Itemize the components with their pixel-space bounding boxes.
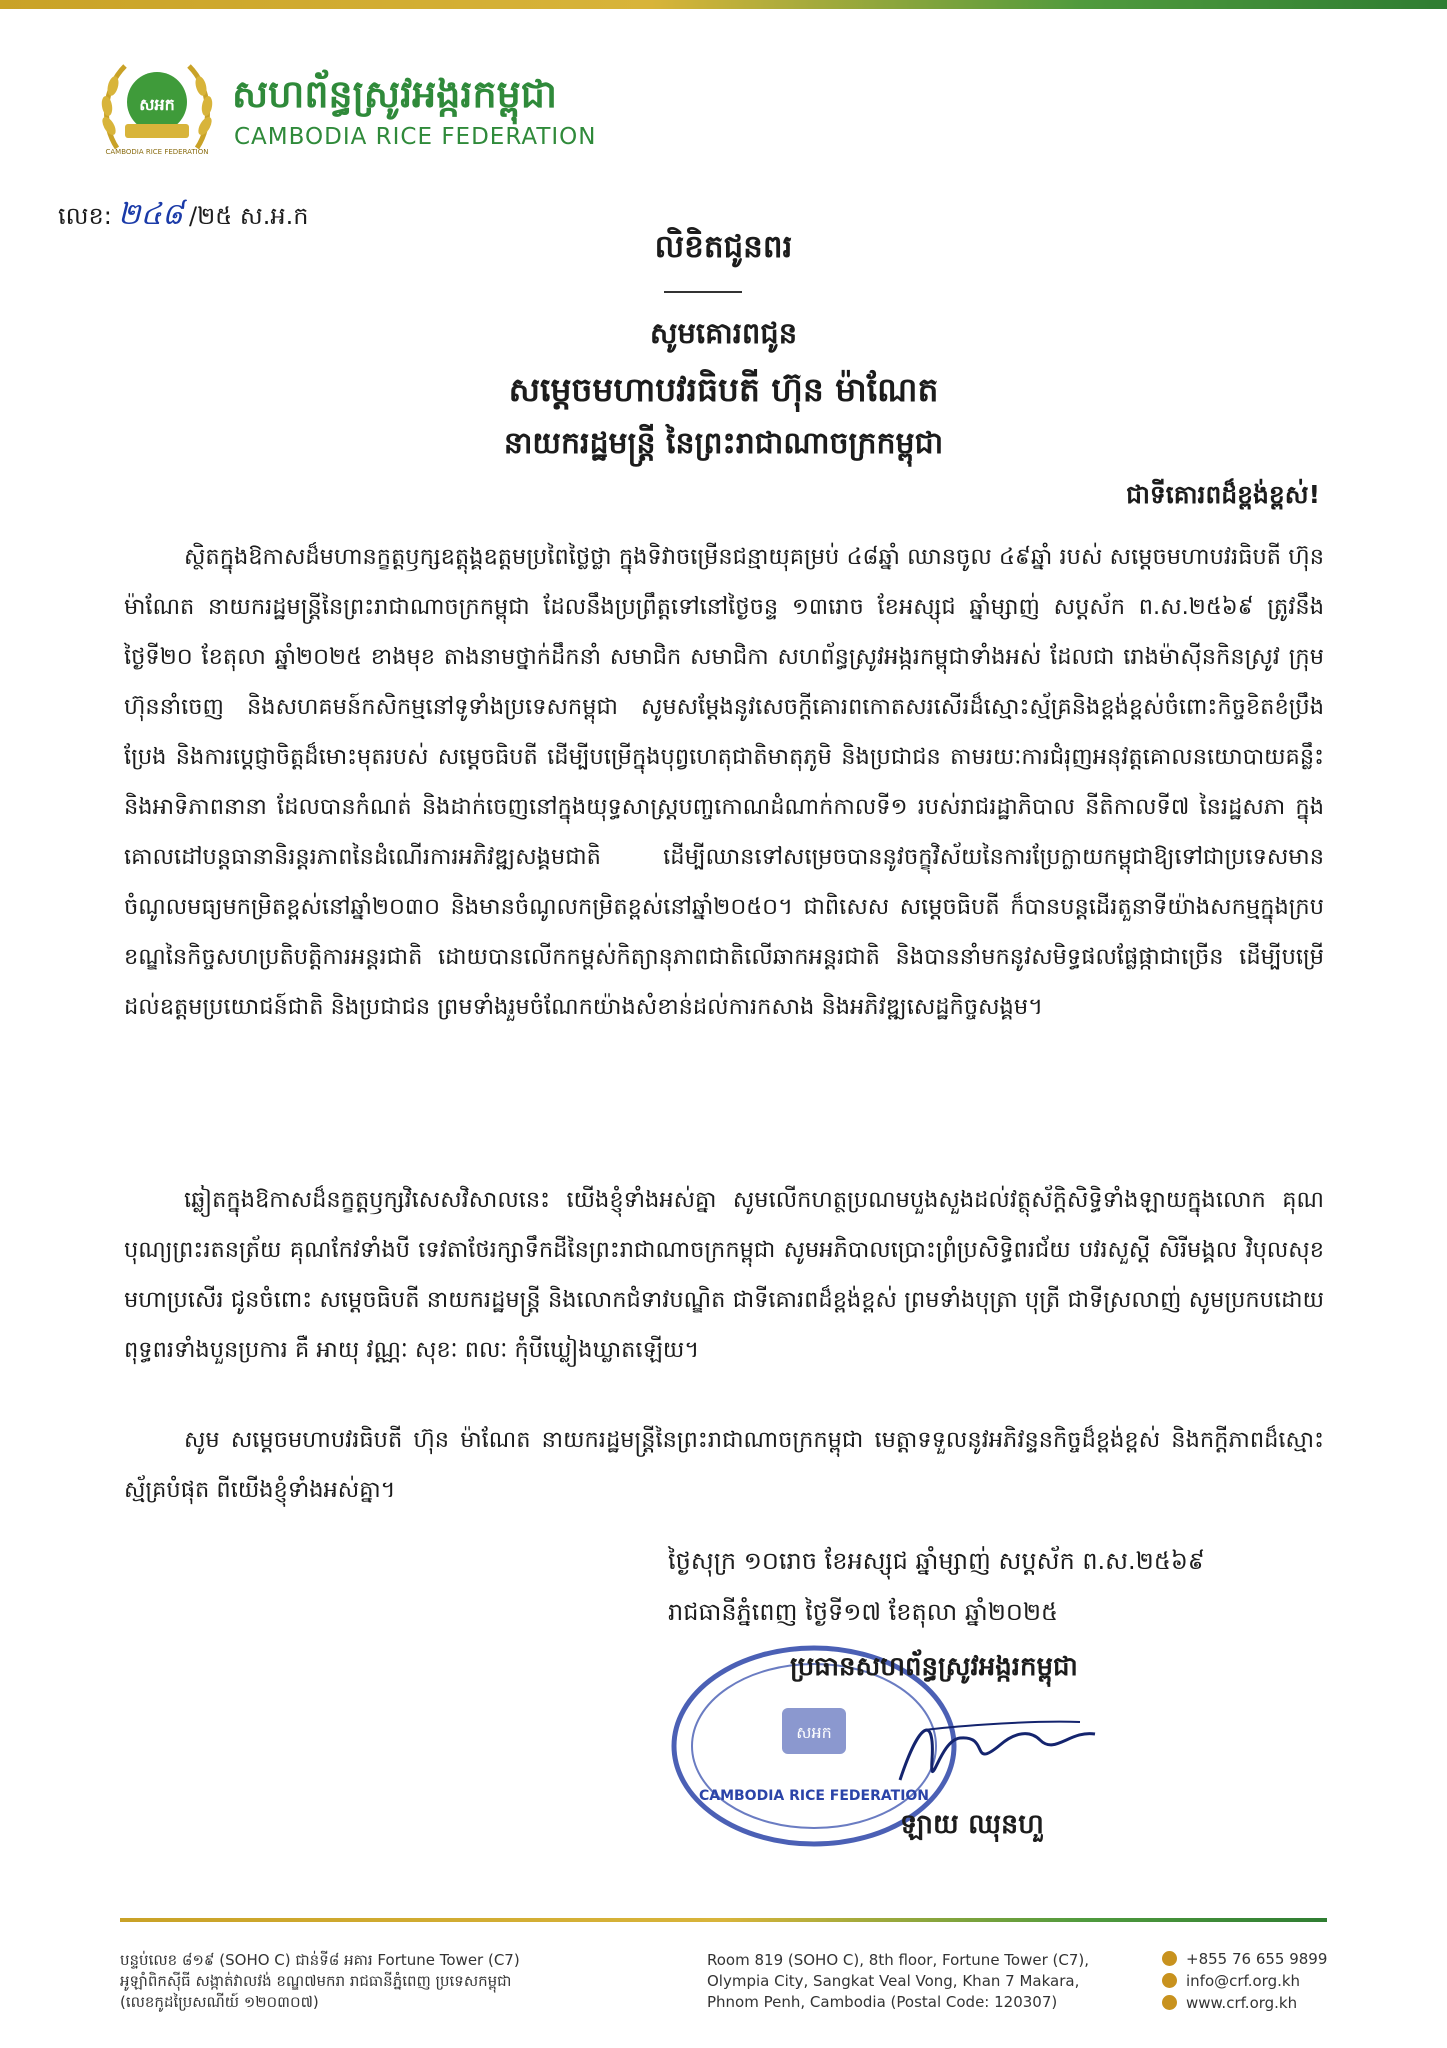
reference-suffix: /២៥ ស.អ.ក [188,202,309,230]
org-name-khmer: សហព័ន្ធស្រូវអង្ករកម្ពុជា [232,72,557,116]
phone-icon [1162,1951,1177,1966]
address-line: Room 819 (SOHO C), 8th floor, Fortune Tower (C7), [707,1951,1090,1969]
address-line: Phnom Penh, Cambodia (Postal Code: 120307) [707,1993,1058,2011]
address-line: Olympia City, Sangkat Veal Vong, Khan 7 Makara, [707,1972,1080,1990]
footer-accent-bar [120,1918,1327,1922]
recipient-role: នាយករដ្ឋមន្ត្រី នៃព្រះរាជាណាចក្រកម្ពុជា [503,426,944,461]
footer-website[interactable] [1162,1994,1297,2012]
body-paragraph-1 [124,532,1324,1032]
paragraph-text: ឆ្លៀតក្នុងឱកាសដ៏នក្ខត្តឫក្សវិសេសវិសាលនេះ យើងខ្ញុំទាំងអស់គ្នា សូមលើកហត្ថប្រណមបួងសួងដល់វត្ថុស័ក្តិសិទ្ធិទាំងឡាយក្នុងលោក គុណបុណ្យព្រះរតនត្រ័យ គុណកែវទាំងបី ទេវតាថែរក្សាទឹកដីនៃព្រះរាជាណាចក្រកម្ពុជា សូមអភិបាលប្រោះព្រំប្រសិទ្ធិពរជ័យ បវរសួស្ដី សិរីមង្គល វិបុលសុខមហាប្រសើរ ជូនចំពោះ សម្ដេចធិបតី នាយករដ្ឋមន្ត្រី និងលោកជំទាវបណ្ឌិត ជាទីគោរពដ៏ខ្ពង់ខ្ពស់ ព្រមទាំងបុត្រា បុត្រី ជាទីស្រលាញ់ សូមប្រកបដោយពុទ្ធពរទាំងបួនប្រការ គឺ អាយុ វណ្ណៈ សុខៈ ពលៈ កុំបីឃ្លៀងឃ្លាតឡើយ។ [124,1187,1324,1363]
handwritten-signature [880,1700,1110,1810]
reference-prefix: លេខ: [58,202,112,230]
globe-icon [1162,1995,1177,2010]
email-icon [1162,1973,1177,1988]
letter-title: លិខិតជូនពរ [654,229,793,265]
date-lunar: ថ្ងៃសុក្រ ១០រោច ខែអស្សុជ ឆ្នាំម្សាញ់ សប្តស័ក ព.ស.២៥៦៩ [668,1547,1205,1575]
signatory-name: ឡាយ ឈុនហួ [900,1809,1044,1840]
recipient-intro: សូមគោរពជូន [649,316,798,350]
address-line: (លេខកូដប្រៃសណីយ៍ ១២០៣០៧) [120,1993,319,2011]
body-paragraph-2 [124,1175,1324,1375]
phone-text: +855 76 655 9899 [1186,1950,1328,1968]
footer-address-khmer [120,1950,520,2013]
footer-address-english [707,1950,1089,2013]
svg-text:CAMBODIA RICE FEDERATION: CAMBODIA RICE FEDERATION [105,148,209,156]
address-line: បន្ទប់លេខ ៨១៩ (SOHO C) ជាន់ទី៨ អគារ Fortune Tower (C7) [120,1951,520,1969]
signatory-title: ប្រធានសហព័ន្ធស្រូវអង្ករកម្ពុជា [790,1652,1078,1682]
body-paragraph-3 [124,1415,1324,1515]
address-line: អូឡាំពិកស៊ីធី សង្កាត់វាលវង់ ខណ្ឌ៧មករា រាជធានីភ្នំពេញ ប្រទេសកម្ពុជា [120,1972,512,1990]
website-text: www.crf.org.kh [1186,1994,1298,2012]
recipient-name: សម្ដេចមហាបវរធិបតី ហ៊ុន ម៉ាណែត [508,370,939,409]
federation-logo [95,48,219,172]
salutation: ជាទីគោរពដ៏ខ្ពង់ខ្ពស់! [1126,480,1320,509]
org-name-english: CAMBODIA RICE FEDERATION [234,124,597,150]
top-accent-bar [0,0,1447,9]
footer-phone[interactable] [1162,1950,1327,1968]
email-text: info@crf.org.kh [1186,1972,1301,1990]
paragraph-text: ស្ថិតក្នុងឱកាសដ៏មហានក្ខត្តឫក្សឧត្តុង្គឧត្តមប្រពៃថ្លៃថ្លា ក្នុងទិវាចម្រើនជន្មាយុគម្រប់ ៤៨ឆ្នាំ ឈានចូល ៤៩ឆ្នាំ របស់ សម្ដេចមហាបវរធិបតី ហ៊ុន ម៉ាណែត នាយករដ្ឋមន្ត្រីនៃព្រះរាជាណាចក្រកម្ពុជា ដែលនឹងប្រព្រឹត្តទៅនៅថ្ងៃចន្ទ ១៣រោច ខែអស្សុជ ឆ្នាំម្សាញ់ សប្តស័ក ព.ស.២៥៦៩ ត្រូវនឹងថ្ងៃទី២០ ខែតុលា ឆ្នាំ២០២៥ ខាងមុខ តាងនាមថ្នាក់ដឹកនាំ សមាជិក សមាជិកា សហព័ន្ធស្រូវអង្ករកម្ពុជាទាំងអស់ ដែលជា រោងម៉ាស៊ីនកិនស្រូវ ក្រុមហ៊ុននាំចេញ និងសហគមន៍កសិកម្មនៅទូទាំងប្រទេសកម្ពុជា សូមសម្ដែងនូវសេចក្ដីគោរពកោតសរសើរដ៏ស្មោះស្ម័គ្រនិងខ្ពង់ខ្ពស់ចំពោះកិច្ចខិតខំប្រឹងប្រែង និងការប្ដេជ្ញាចិត្តដ៏មោះមុតរបស់ សម្ដេចធិបតី ដើម្បីបម្រើក្នុងបុព្វហេតុជាតិមាតុភូមិ និងប្រជាជន តាមរយៈការជំរុញអនុវត្តគោលនយោបាយគន្លឹះ និងអាទិភាពនានា ដែលបានកំណត់ និងដាក់ចេញនៅក្នុងយុទ្ធសាស្ត្របញ្ចកោណដំណាក់កាលទី១ របស់រាជរដ្ឋាភិបាល នីតិកាលទី៧ នៃរដ្ឋសភា ក្នុងគោលដៅបន្តធានានិរន្តរភាពនៃដំណើរការអភិវឌ្ឍសង្គមជាតិ ដើម្បីឈានទៅសម្រេចបាននូវចក្ខុវិស័យនៃការប្រែក្លាយកម្ពុជាឱ្យទៅជាប្រទេសមានចំណូលមធ្យមកម្រិតខ្ពស់នៅឆ្នាំ២០៣០ និងមានចំណូលកម្រិតខ្ពស់នៅឆ្នាំ២០៥០។ ជាពិសេស សម្ដេចធិបតី ក៏បានបន្តដើរតួនាទីយ៉ាងសកម្មក្នុងក្របខណ្ឌនៃកិច្ចសហប្រតិបត្តិការអន្តរជាតិ ដោយបានលើកកម្ពស់កិត្យានុភាពជាតិលើឆាកអន្តរជាតិ និងបាននាំមកនូវសមិទ្ធផលផ្លែផ្កាជាច្រើន ដើម្បីបម្រើដល់ឧត្តមប្រយោជន៍ជាតិ និងប្រជាជន ព្រមទាំងរួមចំណែកយ៉ាងសំខាន់ដល់ការកសាង និងអភិវឌ្ឍសេដ្ឋកិច្ចសង្គម។ [124,544,1324,1020]
footer-email[interactable] [1162,1972,1300,1990]
reference-handwritten-number: ២៤៨ [117,197,183,232]
date-solar: រាជធានីភ្នំពេញ ថ្ងៃទី១៧ ខែតុលា ឆ្នាំ២០២៥ [668,1598,1059,1626]
svg-text:សអក: សអក [139,95,175,114]
paragraph-text: សូម សម្ដេចមហាបវរធិបតី ហ៊ុន ម៉ាណែត នាយករដ្ឋមន្ត្រីនៃព្រះរាជាណាចក្រកម្ពុជា មេត្តាទទួលនូវអភិវន្ទនកិច្ចដ៏ខ្ពង់ខ្ពស់ និងកក្ដីភាពដ៏ស្មោះស្ម័គ្របំផុត ពីយើងខ្ញុំទាំងអស់គ្នា។ [124,1427,1324,1503]
svg-text:CAMBODIA RICE FEDERATION: CAMBODIA RICE FEDERATION [698,1788,930,1804]
svg-text:សអក: សអក [796,1723,832,1742]
title-divider [664,291,742,293]
